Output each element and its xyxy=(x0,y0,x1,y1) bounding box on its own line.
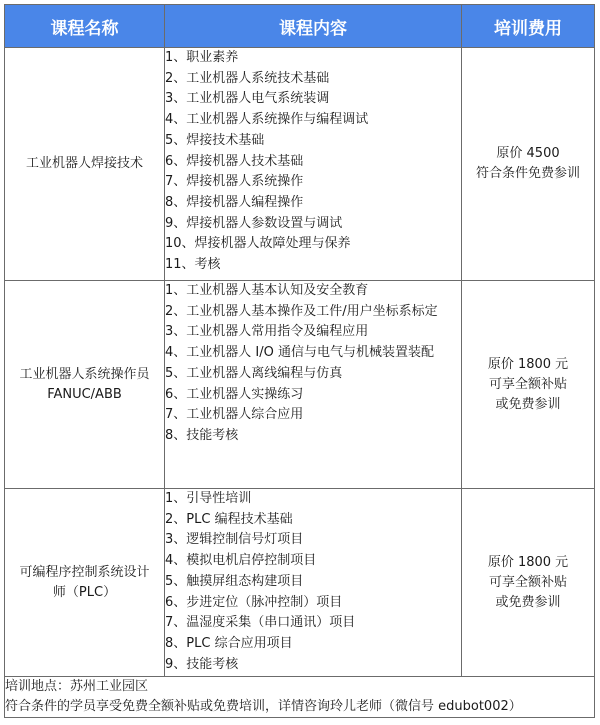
list-item: 11、考核 xyxy=(165,257,221,273)
fee-original-price: 原价 4500 xyxy=(496,146,560,161)
table-header-row xyxy=(5,5,595,48)
course-content-cell xyxy=(165,48,462,281)
course-name: 工业机器人焊接技术 xyxy=(25,156,143,171)
fee-note: 或免费参训 xyxy=(495,396,561,412)
fee-subsidy: 可享全额补贴 xyxy=(488,574,567,590)
course-fee-cell xyxy=(462,489,595,677)
table-row xyxy=(5,281,595,489)
list-item: 7、焊接机器人系统操作 xyxy=(165,174,304,190)
table-row xyxy=(5,489,595,677)
list-item: 7、温湿度采集（串口通讯）项目 xyxy=(165,615,356,631)
list-item: 8、焊接机器人编程操作 xyxy=(165,194,304,210)
fee-note: 符合条件免费参训 xyxy=(475,166,580,181)
list-item: 4、工业机器人系统操作与编程调试 xyxy=(165,112,369,128)
course-fee-cell xyxy=(462,48,595,281)
list-item: 5、工业机器人离线编程与仿真 xyxy=(165,365,343,381)
list-item: 4、工业机器人 I/O 通信与电气与机械装置装配 xyxy=(165,345,434,361)
contact-note: 符合条件的学员享受免费全额补贴或免费培训，详情咨询玲儿老师（微信号 edubot002） xyxy=(5,699,522,714)
list-item: 3、工业机器人常用指令及编程应用 xyxy=(165,324,369,340)
training-location: 培训地点：苏州工业园区 xyxy=(5,679,149,694)
list-item: 6、焊接机器人技术基础 xyxy=(165,153,304,169)
course-name: 工业机器人系统操作员 xyxy=(19,366,150,382)
list-item: 6、步进定位（脉冲控制）项目 xyxy=(165,594,343,610)
fee-original-price: 原价 1800 元 xyxy=(487,356,569,372)
fee-note: 或免费参训 xyxy=(495,594,561,610)
list-item: 8、技能考核 xyxy=(165,427,239,443)
course-content-cell xyxy=(165,489,462,677)
list-item: 10、焊接机器人故障处理与保养 xyxy=(165,236,351,252)
list-item: 2、工业机器人基本操作及工件/用户坐标系标定 xyxy=(165,303,438,319)
course-table xyxy=(4,4,595,718)
list-item: 2、PLC 编程技术基础 xyxy=(165,511,293,527)
list-item: 9、技能考核 xyxy=(165,656,239,672)
course-name-subtitle: FANUC/ABB xyxy=(47,386,122,402)
list-item: 3、工业机器人电气系统装调 xyxy=(165,91,330,107)
course-item-list xyxy=(165,281,461,447)
fee-subsidy: 可享全额补贴 xyxy=(488,376,567,392)
list-item: 9、焊接机器人参数设置与调试 xyxy=(165,215,343,231)
course-content-cell xyxy=(165,281,462,489)
course-item-list xyxy=(165,48,461,276)
course-name-cell xyxy=(5,48,165,281)
table-footer-row xyxy=(5,677,595,718)
header-training-fee: 培训费用 xyxy=(462,5,595,48)
list-item: 8、PLC 综合应用项目 xyxy=(165,635,293,651)
header-course-content: 课程内容 xyxy=(165,5,462,48)
course-table-wrapper xyxy=(4,4,594,718)
list-item: 1、职业素养 xyxy=(165,50,239,65)
list-item: 2、工业机器人系统技术基础 xyxy=(165,70,330,86)
list-item: 1、引导性培训 xyxy=(165,491,252,506)
course-name-cell xyxy=(5,489,165,677)
footer-cell xyxy=(5,677,595,718)
header-course-name: 课程名称 xyxy=(5,5,165,48)
course-name-subtitle: 师（PLC） xyxy=(52,584,117,600)
list-item: 5、焊接技术基础 xyxy=(165,132,265,148)
table-row xyxy=(5,48,595,281)
list-item: 6、工业机器人实操练习 xyxy=(165,386,304,402)
course-name: 可编程序控制系统设计 xyxy=(19,564,150,580)
list-item: 4、模拟电机启停控制项目 xyxy=(165,553,317,569)
list-item: 7、工业机器人综合应用 xyxy=(165,407,304,423)
list-item: 5、触摸屏组态构建项目 xyxy=(165,573,304,589)
course-name-cell xyxy=(5,281,165,489)
list-item: 3、逻辑控制信号灯项目 xyxy=(165,532,304,548)
course-item-list xyxy=(165,489,461,675)
fee-original-price: 原价 1800 元 xyxy=(487,554,569,570)
list-item: 1、工业机器人基本认知及安全教育 xyxy=(165,283,369,298)
course-fee-cell xyxy=(462,281,595,489)
